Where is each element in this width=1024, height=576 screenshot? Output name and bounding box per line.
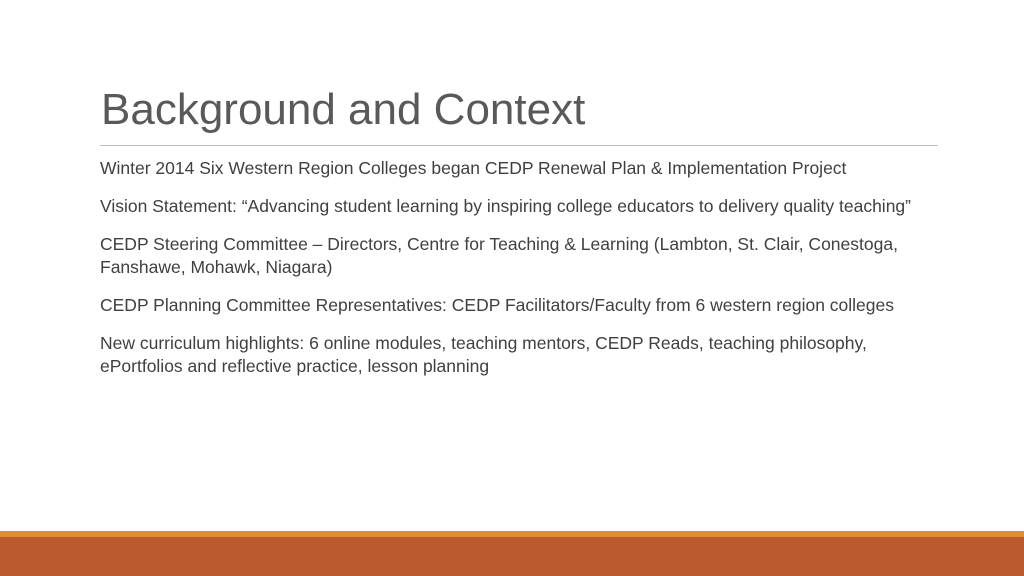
bullet-list — [100, 157, 940, 393]
footer-band — [0, 537, 1024, 576]
bullet-item: New curriculum highlights: 6 online modules, teaching mentors, CEDP Reads, teaching philosophy, ePortfolios and reflective practice, lesson planning — [100, 333, 867, 376]
bullet-item: Winter 2014 Six Western Region Colleges began CEDP Renewal Plan & Implementation Project — [100, 158, 847, 178]
bullet-item: CEDP Steering Committee – Directors, Centre for Teaching & Learning (Lambton, St. Clair, Conestoga, Fanshawe, Mohawk, Niagara) — [100, 234, 898, 277]
bullet-item: Vision Statement: “Advancing student learning by inspiring college educators to delivery quality teaching” — [100, 196, 911, 216]
title-divider — [100, 145, 938, 146]
slide-title: Background and Context — [101, 85, 586, 134]
bullet-item: CEDP Planning Committee Representatives: CEDP Facilitators/Faculty from 6 western region colleges — [100, 295, 894, 315]
